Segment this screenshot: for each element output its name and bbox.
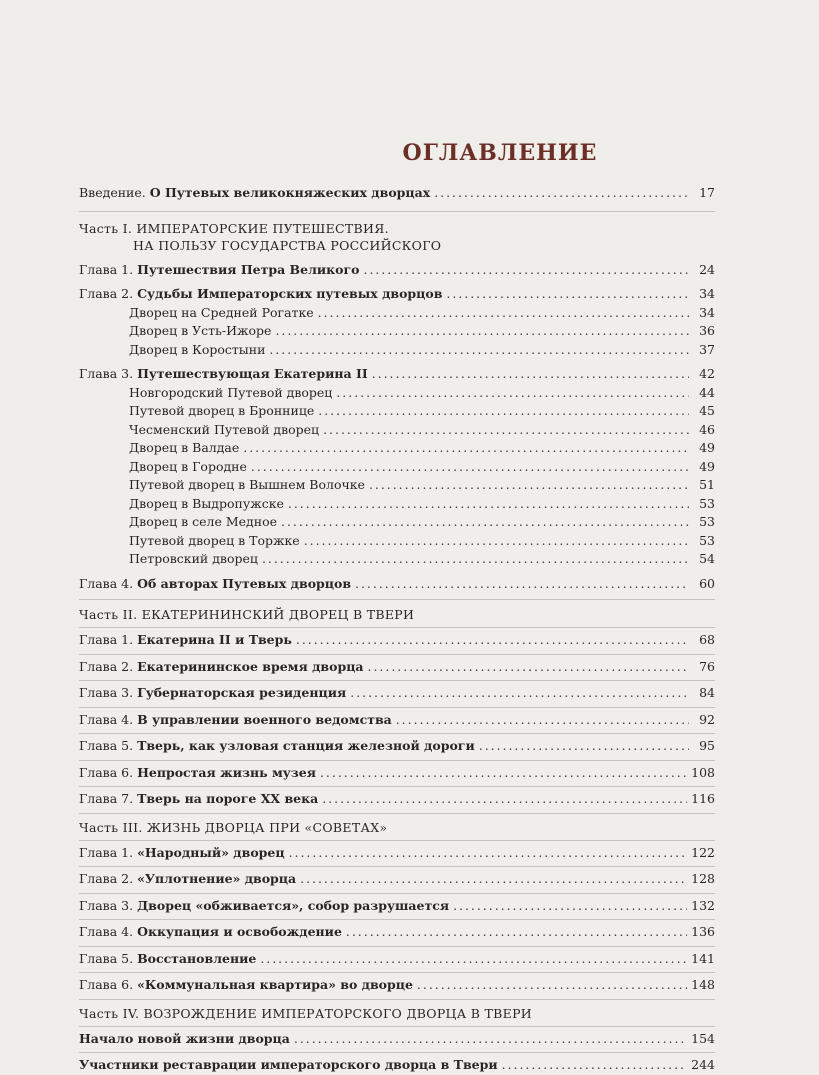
toc-entry-chapter[interactable] [79, 631, 715, 650]
toc-entry-chapter[interactable] [79, 976, 715, 995]
divider [79, 999, 715, 1000]
page-number: 95 [699, 738, 715, 753]
chapter-prefix: Глава 2. [79, 286, 134, 301]
toc-entry-chapter[interactable] [79, 897, 715, 916]
toc-entry-section[interactable] [79, 458, 715, 477]
toc-entry-section[interactable] [79, 550, 715, 569]
part-label: Часть II. [79, 607, 138, 622]
chapter-title: Дворец «обживается», собор разрушается [137, 897, 450, 913]
divider [79, 599, 715, 600]
chapter-prefix: Глава 1. [79, 261, 134, 277]
section-title: Дворец на Средней Рогатке [129, 304, 314, 320]
page-number: 132 [691, 897, 715, 913]
leader-dots [364, 261, 689, 280]
part-heading-2 [79, 606, 715, 623]
chapter-title: Непростая жизнь музея [137, 764, 316, 780]
chapter-title: Путешествующая Екатерина II [137, 366, 368, 381]
chapter-title: «Коммунальная квартира» во дворце [137, 977, 413, 992]
leader-dots [355, 575, 689, 594]
page-number: 108 [691, 764, 715, 780]
leader-dots [275, 322, 689, 341]
divider [79, 760, 715, 761]
chapter-prefix: Глава 6. [79, 977, 134, 992]
toc-entry-section[interactable] [79, 341, 715, 360]
section-title: Дворец в Валдае [129, 440, 240, 455]
page-number: 46 [699, 421, 715, 437]
leader-dots [294, 1030, 687, 1049]
leader-dots [453, 897, 687, 916]
entry-prefix: Введение. [79, 185, 146, 200]
divider [79, 972, 715, 973]
leader-dots [304, 532, 689, 551]
chapter-prefix: Глава 1. [79, 632, 134, 647]
toc-entry-section[interactable] [79, 439, 715, 458]
page-number: 128 [691, 871, 715, 886]
section-title: Путевой дворец в Броннице [129, 403, 315, 418]
page-number: 44 [699, 384, 715, 400]
chapter-title: В управлении военного ведомства [137, 711, 392, 727]
toc-entry-chapter[interactable] [79, 711, 715, 730]
page-number: 42 [699, 366, 715, 381]
toc-entry-chapter[interactable] [79, 950, 715, 969]
chapter-title: «Народный» дворец [137, 844, 285, 860]
toc-entry-section[interactable] [79, 476, 715, 495]
part-title: ЖИЗНЬ ДВОРЦА ПРИ «СОВЕТАХ» [146, 819, 388, 835]
page-number: 92 [699, 711, 715, 727]
divider [79, 866, 715, 867]
page-number: 154 [691, 1030, 715, 1046]
toc-entry-section[interactable] [79, 532, 715, 551]
divider [79, 707, 715, 708]
part-title: ЕКАТЕРИНИНСКИЙ ДВОРЕЦ В ТВЕРИ [141, 607, 415, 622]
chapter-title: Губернаторская резиденция [137, 685, 347, 700]
leader-dots [260, 950, 687, 969]
toc-entry-section[interactable] [79, 304, 715, 323]
toc-entry-section[interactable] [79, 513, 715, 532]
leader-dots [479, 737, 689, 756]
chapter-title: «Уплотнение» дворца [137, 871, 297, 886]
toc-entry-chapter[interactable] [79, 764, 715, 783]
toc-entry-section[interactable] [79, 322, 715, 341]
chapter-prefix: Глава 3. [79, 366, 134, 381]
page-number: 60 [699, 575, 715, 591]
toc-entry-chapter[interactable] [79, 923, 715, 942]
page-number: 53 [699, 532, 715, 548]
leader-dots [288, 495, 689, 514]
divider [79, 786, 715, 787]
leader-dots [289, 844, 688, 863]
page-number: 34 [699, 286, 715, 301]
page-number: 136 [691, 924, 715, 939]
page-number: 45 [699, 403, 715, 418]
page-number: 34 [699, 304, 715, 320]
part-label: Часть IV. [79, 1005, 140, 1021]
divider [79, 1026, 715, 1027]
toc-entry-chapter[interactable] [79, 285, 715, 304]
toc-entry-chapter[interactable] [79, 737, 715, 756]
chapter-title: Участники реставрации императорского дворца в Твери [79, 1057, 498, 1072]
chapter-prefix: Глава 3. [79, 685, 134, 700]
toc-entry-chapter[interactable] [79, 365, 715, 384]
leader-dots [300, 870, 687, 889]
page-number: 76 [699, 658, 715, 674]
toc-entry-section[interactable] [79, 495, 715, 514]
leader-dots [434, 184, 689, 203]
chapter-title: Оккупация и освобождение [137, 924, 342, 939]
divider [79, 1052, 715, 1053]
toc-entry-chapter[interactable] [79, 844, 715, 863]
part-heading-3 [79, 819, 715, 836]
toc-entry-chapter[interactable] [79, 575, 715, 594]
section-title: Дворец в селе Медное [129, 514, 278, 529]
chapter-title: Начало новой жизни дворца [79, 1030, 290, 1046]
page-number: 24 [699, 261, 715, 277]
toc-entry-chapter[interactable] [79, 1030, 715, 1049]
chapter-prefix: Глава 2. [79, 871, 134, 886]
leader-dots [323, 421, 689, 440]
divider [79, 211, 715, 212]
toc-entry-chapter[interactable] [79, 870, 715, 889]
chapter-prefix: Глава 4. [79, 575, 134, 591]
page-number: 54 [699, 551, 715, 566]
divider [79, 840, 715, 841]
chapter-prefix: Глава 4. [79, 924, 134, 939]
part-heading-1 [79, 220, 715, 254]
part-title: ВОЗРОЖДЕНИЕ ИМПЕРАТОРСКОГО ДВОРЦА В ТВЕРИ [143, 1005, 533, 1021]
leader-dots [262, 550, 689, 569]
leader-dots [251, 458, 689, 477]
section-title: Дворец в Выдропужске [129, 495, 284, 511]
page-number: 36 [699, 323, 715, 338]
page-number: 84 [699, 685, 715, 700]
page-number: 49 [699, 458, 715, 474]
leader-dots [320, 764, 687, 783]
section-title: Дворец в Усть-Ижоре [129, 323, 272, 338]
section-title: Дворец в Городне [129, 458, 247, 474]
chapter-prefix: Глава 3. [79, 897, 134, 913]
leader-dots [502, 1056, 688, 1075]
chapter-prefix: Глава 5. [79, 738, 134, 753]
page-number: 244 [691, 1057, 715, 1072]
page-number: 53 [699, 514, 715, 529]
chapter-prefix: Глава 4. [79, 711, 134, 727]
chapter-title: Судьбы Императорских путевых дворцов [137, 286, 443, 301]
chapter-prefix: Глава 5. [79, 950, 134, 966]
chapter-title: Путешествия Петра Великого [137, 261, 360, 277]
divider [79, 654, 715, 655]
divider [79, 733, 715, 734]
toc-entry-intro[interactable] [79, 184, 715, 203]
leader-dots [243, 439, 689, 458]
divider [79, 680, 715, 681]
page-number: 141 [691, 950, 715, 966]
divider [79, 627, 715, 628]
chapter-title: Об авторах Путевых дворцов [137, 575, 352, 591]
page-number: 51 [699, 477, 715, 492]
page-number: 37 [699, 341, 715, 357]
page-number: 122 [691, 844, 715, 860]
leader-dots [318, 304, 689, 323]
leader-dots [417, 976, 687, 995]
toc-entry-section[interactable] [79, 421, 715, 440]
leader-dots [372, 365, 689, 384]
chapter-prefix: Глава 1. [79, 844, 134, 860]
divider [79, 946, 715, 947]
page-number: 116 [691, 791, 715, 806]
section-title: Путевой дворец в Вышнем Волочке [129, 477, 365, 492]
page-number: 17 [699, 185, 715, 200]
section-title: Новгородский Путевой дворец [129, 384, 333, 400]
page-title: ОГЛАВЛЕНИЕ [402, 140, 598, 166]
page-number: 53 [699, 495, 715, 511]
toc-entry-section[interactable] [79, 384, 715, 403]
leader-dots [336, 384, 689, 403]
leader-dots [369, 476, 689, 495]
divider [79, 893, 715, 894]
leader-dots [269, 341, 689, 360]
part-heading-4 [79, 1005, 715, 1022]
section-title: Дворец в Коростыни [129, 341, 266, 357]
page-number: 148 [691, 977, 715, 992]
section-title: Путевой дворец в Торжке [129, 532, 300, 548]
part-title: ИМПЕРАТОРСКИЕ ПУТЕШЕСТВИЯ. [136, 220, 389, 236]
chapter-title: Екатерининское время дворца [137, 658, 364, 674]
entry-title: О Путевых великокняжеских дворцах [149, 185, 431, 200]
toc-entry-chapter[interactable] [79, 684, 715, 703]
page-number: 68 [699, 632, 715, 647]
toc-entry-chapter[interactable] [79, 658, 715, 677]
leader-dots [396, 711, 689, 730]
leader-dots [318, 402, 689, 421]
leader-dots [281, 513, 689, 532]
toc-entry-chapter[interactable] [79, 1056, 715, 1075]
leader-dots [296, 631, 689, 650]
toc-entry-chapter[interactable] [79, 790, 715, 809]
section-title: Чесменский Путевой дворец [129, 421, 320, 437]
chapter-title: Тверь, как узловая станция железной дороги [137, 738, 475, 753]
page-number: 49 [699, 440, 715, 455]
part-label: Часть III. [79, 819, 143, 835]
toc-entry-section[interactable] [79, 402, 715, 421]
chapter-title: Тверь на пороге XX века [137, 791, 319, 806]
divider [79, 919, 715, 920]
leader-dots [350, 684, 689, 703]
leader-dots [368, 658, 689, 677]
section-title: Петровский дворец [129, 551, 258, 566]
part-label: Часть I. [79, 220, 133, 236]
leader-dots [346, 923, 687, 942]
chapter-prefix: Глава 7. [79, 791, 134, 806]
chapter-prefix: Глава 6. [79, 764, 134, 780]
leader-dots [446, 285, 689, 304]
table-of-contents [79, 184, 715, 1075]
chapter-title: Восстановление [137, 950, 257, 966]
toc-entry-chapter[interactable] [79, 261, 715, 280]
chapter-title: Екатерина II и Тверь [137, 632, 292, 647]
divider [79, 813, 715, 814]
chapter-prefix: Глава 2. [79, 658, 134, 674]
leader-dots [322, 790, 687, 809]
part-title-line2: НА ПОЛЬЗУ ГОСУДАРСТВА РОССИЙСКОГО [133, 237, 442, 253]
